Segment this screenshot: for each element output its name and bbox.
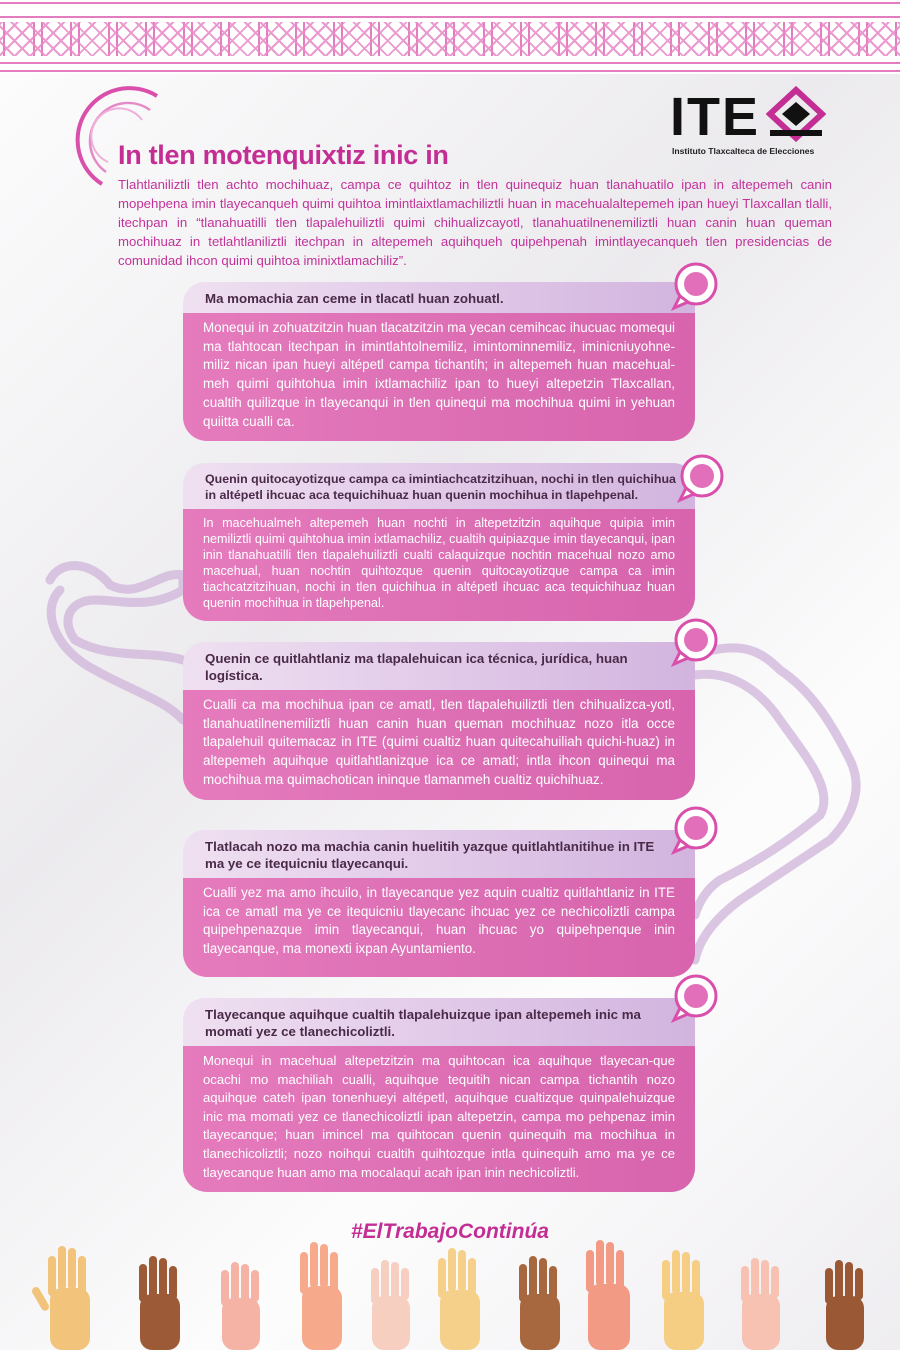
info-card-5 — [183, 998, 695, 1192]
hand-icon — [741, 1258, 780, 1350]
hand-icon — [371, 1260, 410, 1350]
card-body: Monequi in zohuatzitzin huan tlacatzitzin ma yecan cemihcac ihucuac momequi ma tlahtocan itechpan in imintlahtolnemiliz, imintominnemiliz, iminicniuyohne-miliz nican ipan hueyi altépetl campa tichantih; in altepemeh huan macehual-meh quimi quihtohua imin ixtlamachiliz ipan to hueyi altepetzin Tlaxcallan, cualtih quilizque in tlayecanqui in tlen quinequi ma mochihua quimi in yehuan quiitta cualli ca. — [183, 313, 695, 441]
speech-bubble-icon — [670, 972, 722, 1024]
hand-icon — [519, 1256, 560, 1350]
hand-icon — [300, 1242, 342, 1350]
speech-bubble-icon — [670, 616, 722, 668]
logo-brand: ITE — [670, 87, 761, 147]
speech-bubble-icon — [670, 260, 722, 312]
card-body: Cualli yez ma amo ihcuilo, in tlayecanque yez aquin cualtiz quitlahtlaniz in ITE ica ce amatl ma ye ce itequicniu tlayecanc ihcuac yez ce nechicoliztli campa quipehpenazque imin tlayecanqui, huan ihcuac yo quipehpenque inin tlayecanque, ma monexti ixpan Ayuntamiento. — [183, 878, 695, 977]
hand-icon — [139, 1256, 180, 1350]
logo-subtitle: Instituto Tlaxcalteca de Elecciones — [672, 146, 815, 156]
info-card-1 — [183, 282, 695, 441]
info-card-2 — [183, 463, 695, 621]
hand-icon — [662, 1250, 704, 1350]
top-pattern-band — [0, 0, 900, 74]
intro-paragraph: Tlahtlaniliztli tlen achto mochihuaz, campa ce quihtoz in tlen quinequiz huan tlanahuatilo ipan in altepemeh canin mopehpena imin tlayecanqueh quimi quihtoa imintlaixtlamachiliztli huan in macehualaltepemeh ipan hueyi Tlaxcallan tlalli, itechpan in “tlanahuatilli tlen tlapalehuiliztli quimi chihualizcayotl, tlanahuatilnenemiliztli huan canin huan queman mochihuaz in tetlahtlaniliztli itechpan in altepemeh aquihqueh quipehpenah imintlayecanqueh tlen presidencias de comunidad ihcon quimi quihtoa iminixtlamachiliz”. — [118, 177, 832, 268]
info-card-3 — [183, 642, 695, 800]
card-body: Monequi in macehual altepetzitzin ma quihtocan ica aquihque tlayecan-que ocachi mo machiliah cualli, aquihque tequitih nican campa tichantih nozo aquihque cateh ipan tonenhueyi altépetl, aquihque cualtizque quinpalehuizque inic ma momati yez ce tlanechicoliztli ipan altepetzin, campa mo pehpenaz imin tlayecanque; huan imincel ma quihtocan quenin quinequih ma mochihua in tlanechicoliztli; nozo noihqui cualtih quihtozque intla quinequih amo ma ye ce tlayecanque huan amo ma mocalaqui acah ipan inin nechicoliztli. — [183, 1046, 695, 1192]
hand-icon — [825, 1260, 864, 1350]
card-heading: Ma momachia zan ceme in tlacatl huan zohuatl. — [183, 282, 695, 313]
info-card-4 — [183, 830, 695, 977]
raised-hands-illustration — [0, 1238, 900, 1350]
hand-icon — [438, 1248, 480, 1350]
speech-bubble-icon — [670, 804, 722, 856]
speech-bubble-icon — [676, 452, 728, 504]
hand-icon — [31, 1246, 90, 1350]
card-heading: Quenin ce quitlahtlaniz ma tlapalehuican ica técnica, jurídica, huan logística. — [183, 642, 695, 690]
card-body: In macehualmeh altepemeh huan nochti in altepetzitzin aquihque quipia imin nemiliztli quimi quihtohua imin ixtlamachiliz, cualtih quipiazque imin tlayecanqui, ipan inin tlanahuatilli tlen tlapalehuiliztli cualti calaquizque nochtin macehual nozo amo macehual, huan nochtin quihtozque quenin quitocayotizque campa ca imin tiachcatzitzihuan, nochi in tlen quichihua in altépetl ihcuac aca tequichihuaz huan quenin mochihua in tlapehpenal. — [183, 509, 695, 621]
band-pattern-hatch — [0, 22, 900, 56]
ite-emblem-icon — [766, 86, 826, 142]
card-body: Cualli ca ma mochihua ipan ce amatl, tlen tlapalehuiliztli tlen chihualizca-yotl, tlanahuatilnenemiliztli huan canin huan queman mochihuaz nozo itla occe tlapalehuil quitemacaz in ITE (quimi cualtiz huan quitecahuiliah quichi-huaz) in altepemeh aquihque quitlahtlanizque ica ce amatl; intla ihcon quinequi ma mochihua ma quimachotican ininque tlamanmeh cualtiz quichihuaz. — [183, 690, 695, 800]
hashtag: #ElTrabajoContinúa — [351, 1220, 549, 1243]
hand-icon — [586, 1240, 630, 1350]
card-heading: Tlatlacah nozo ma machia canin huelitih yazque quitlahtlanitihue in ITE ma ye ce itequicniu tlayecanqui. — [183, 830, 695, 878]
page-title: In tlen motenquixtiz inic in — [118, 140, 449, 170]
hand-icon — [221, 1262, 260, 1350]
card-heading: Tlayecanque aquihque cualtih tlapalehuizque ipan altepemeh inic ma momati yez ce tlanechicoliztli. — [183, 998, 695, 1046]
card-heading: Quenin quitocayotizque campa ca imintiachcatzitzihuan, nochi in tlen quichihua in altépetl ihcuac aca tequichihuaz huan quenin mochihua in tlapehpenal. — [183, 463, 695, 509]
ite-logo — [670, 87, 835, 160]
